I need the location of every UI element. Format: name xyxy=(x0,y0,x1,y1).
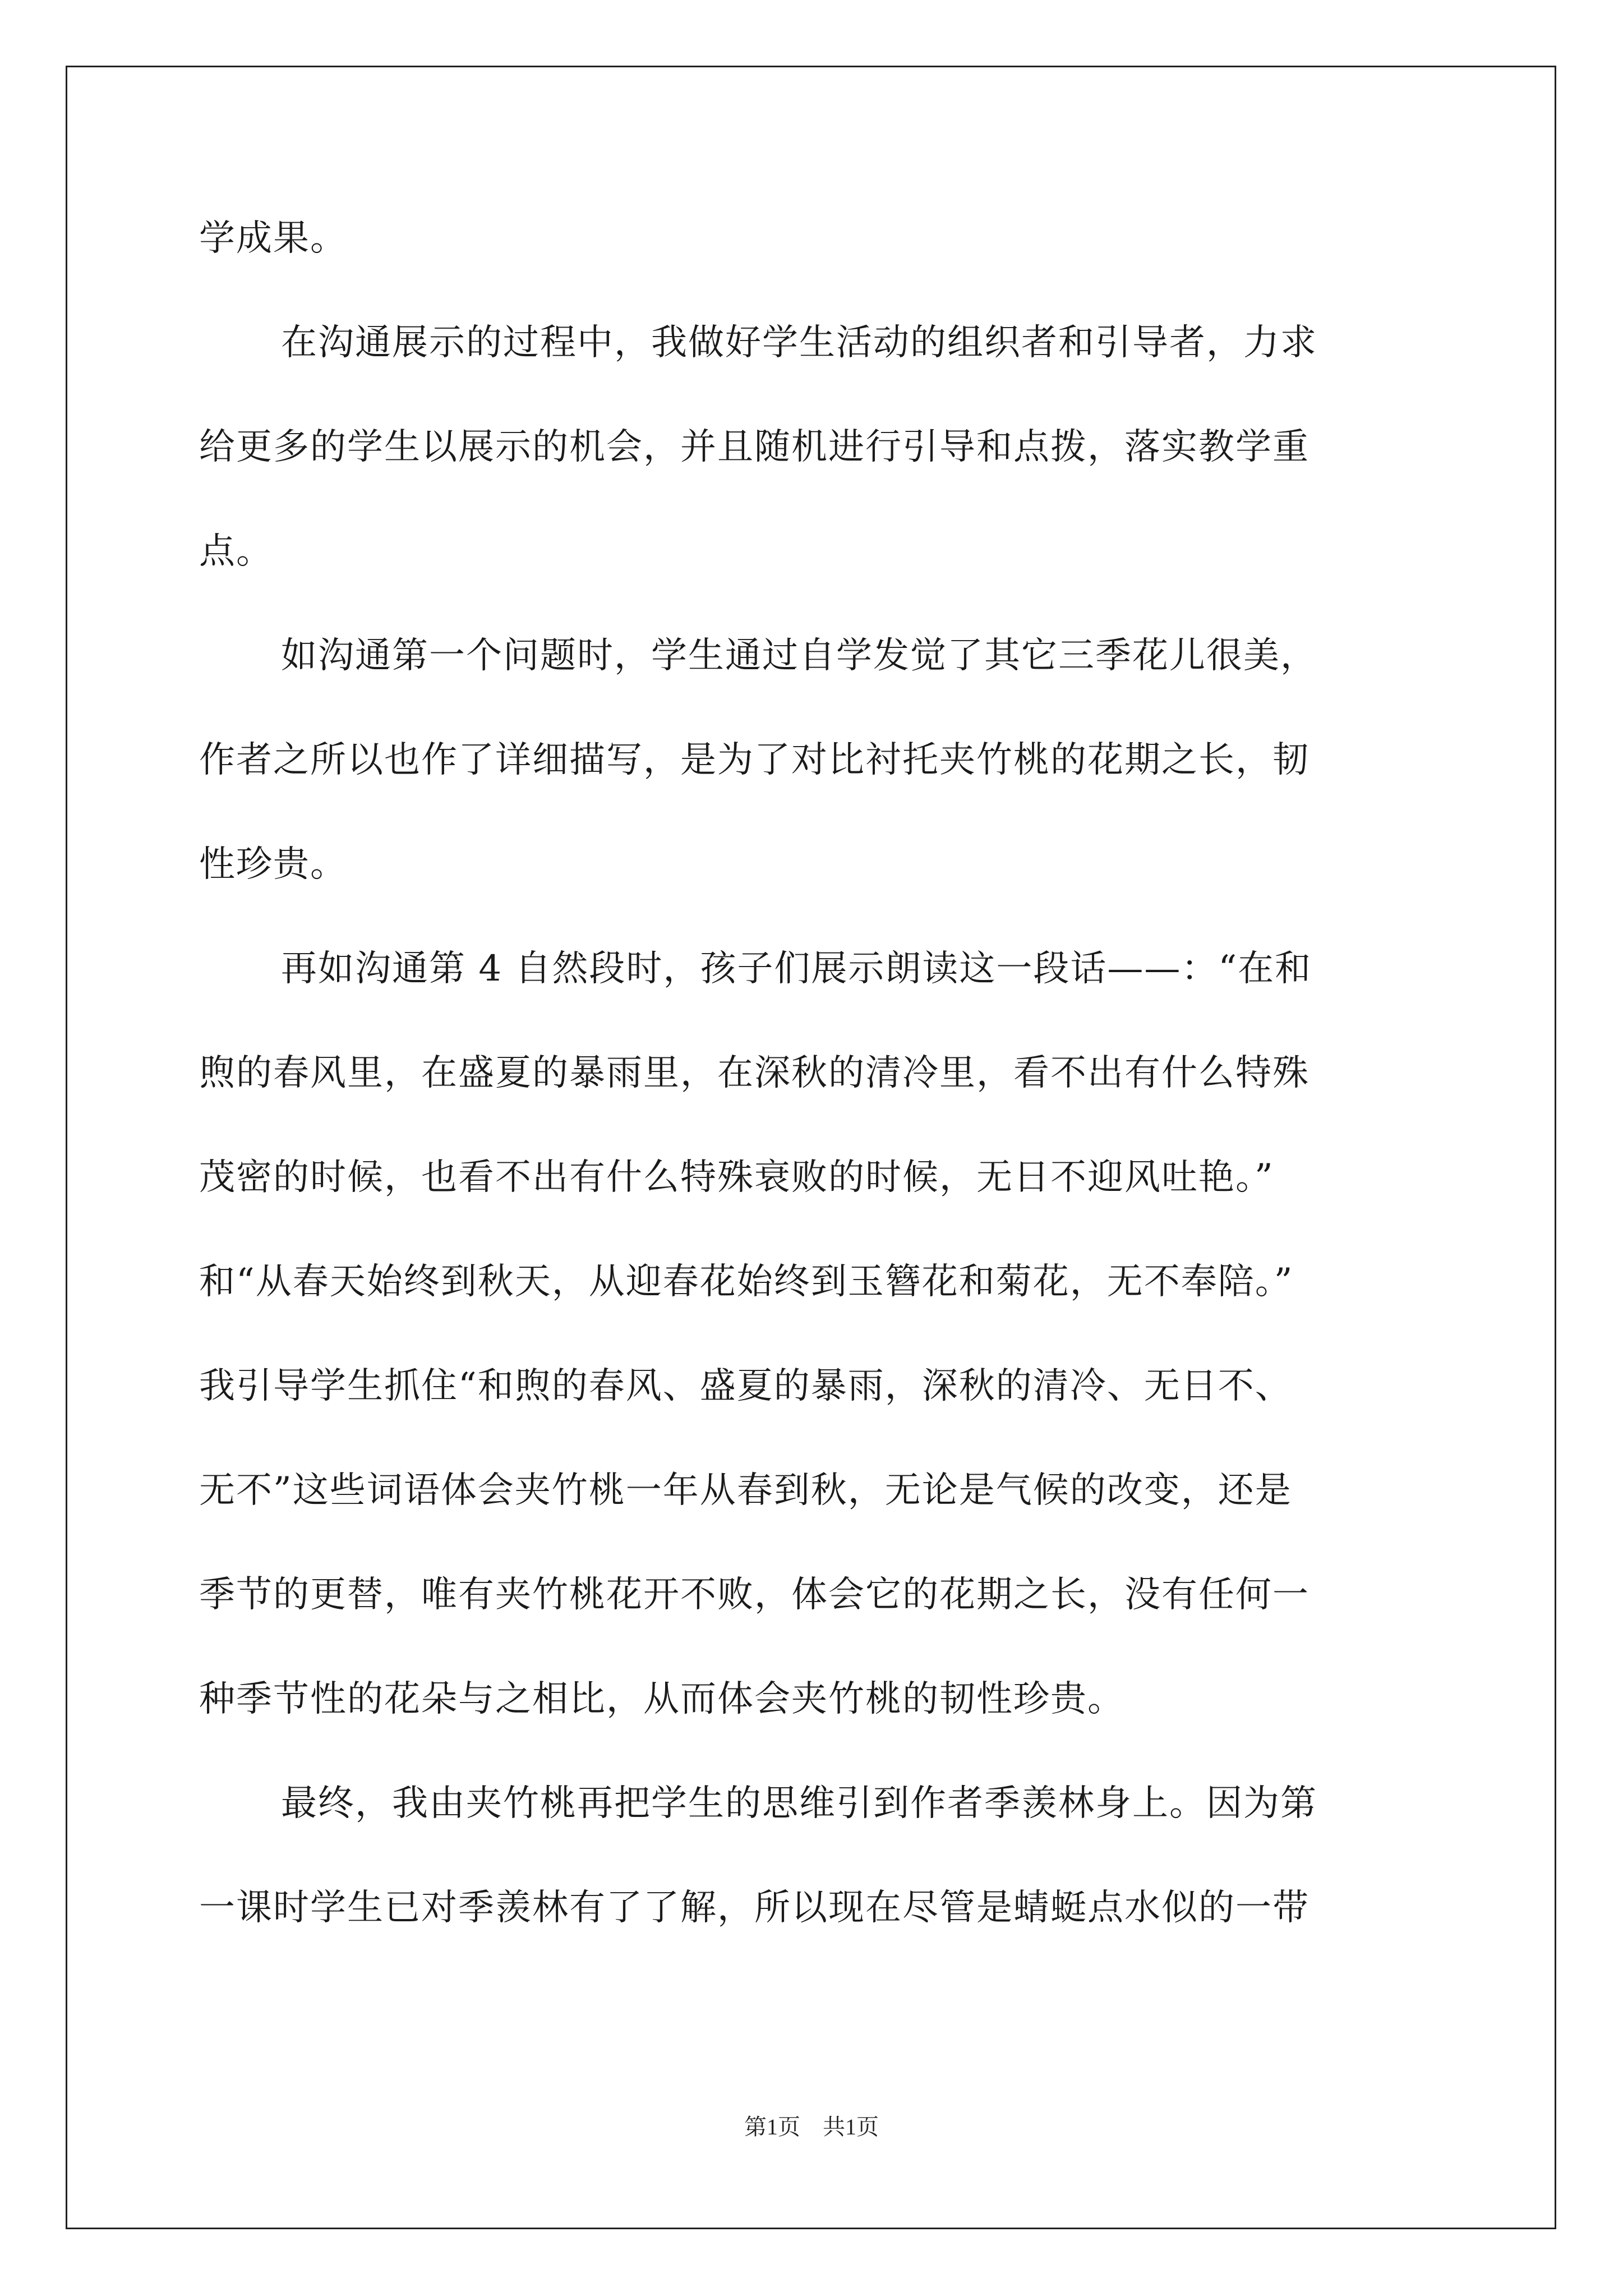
paragraph-line: 和“从春天始终到秋天，从迎春花始终到玉簪花和菊花，无不奉陪。” xyxy=(199,1261,1294,1303)
paragraph-line: 再如沟通第 4 自然段时，孩子们展示朗读这一段话——：“在和 xyxy=(281,948,1312,990)
paragraph-line: 我引导学生抓住“和煦的春风、盛夏的暴雨，深秋的清冷、无日不、 xyxy=(199,1365,1292,1407)
page-footer: 第1页 共1页 xyxy=(744,2114,879,2139)
paragraph-line: 点。 xyxy=(199,531,273,572)
paragraph-line: 给更多的学生以展示的机会，并且随机进行引导和点拨，落实教学重 xyxy=(199,426,1310,468)
paragraph-line: 无不”这些词语体会夹竹桃一年从春到秋，无论是气候的改变，还是 xyxy=(199,1470,1292,1511)
paragraph-line: 最终，我由夹竹桃再把学生的思维引到作者季羡林身上。因为第 xyxy=(281,1783,1317,1824)
paragraph-line: 在沟通展示的过程中，我做好学生活动的组织者和引导者，力求 xyxy=(281,322,1317,364)
paragraph-line: 性珍贵。 xyxy=(199,844,347,885)
paragraph-line: 作者之所以也作了详细描写，是为了对比衬托夹竹桃的花期之长，韧 xyxy=(199,739,1310,781)
paragraph-line: 学成果。 xyxy=(199,218,347,259)
paragraph-line: 茂密的时候，也看不出有什么特殊衰败的时候，无日不迎风吐艳。” xyxy=(199,1157,1274,1198)
paragraph-line: 一课时学生已对季羡林有了了解，所以现在尽管是蜻蜓点水似的一带 xyxy=(199,1887,1310,1929)
paragraph-line: 种季节性的花朵与之相比，从而体会夹竹桃的韧性珍贵。 xyxy=(199,1678,1124,1720)
paragraph-line: 如沟通第一个问题时，学生通过自学发觉了其它三季花儿很美， xyxy=(281,635,1317,677)
paragraph-line: 季节的更替，唯有夹竹桃花开不败，体会它的花期之长，没有任何一 xyxy=(199,1574,1310,1616)
paragraph-line: 煦的春风里，在盛夏的暴雨里，在深秋的清冷里，看不出有什么特殊 xyxy=(199,1052,1310,1094)
